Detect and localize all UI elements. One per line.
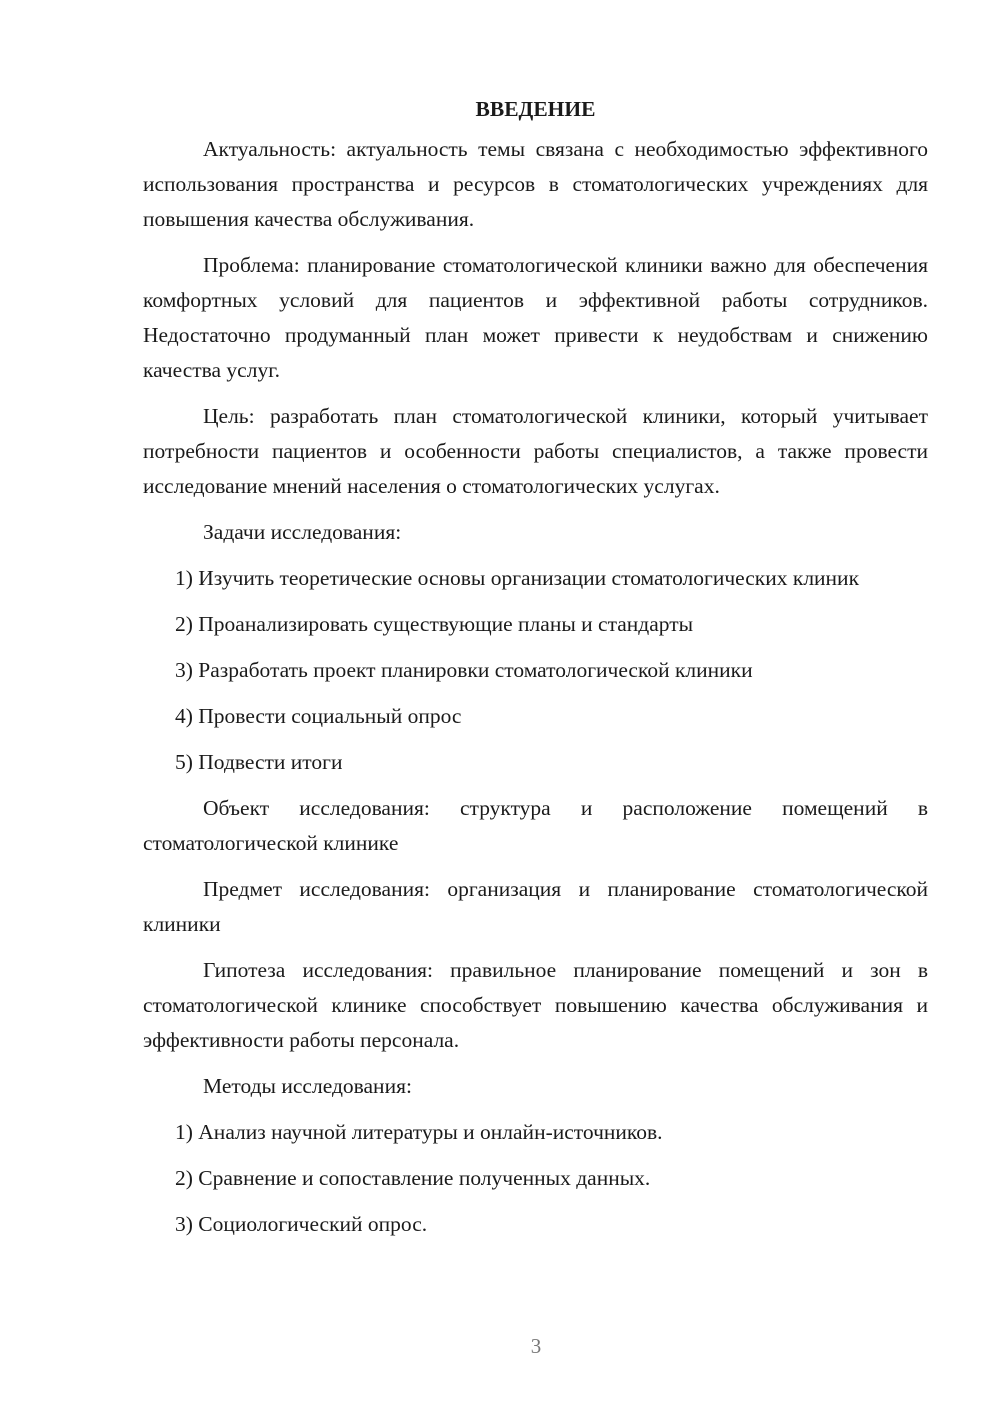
object-paragraph: Объект исследования: структура и расположение помещений в стоматологической клинике: [143, 796, 928, 855]
method-item-1: 1) Анализ научной литературы и онлайн-источников.: [175, 1120, 663, 1144]
task-item-4: 4) Провести социальный опрос: [175, 704, 462, 728]
document-page: [143, 92, 928, 1253]
relevance-paragraph: Актуальность: актуальность темы связана с необходимостью эффективного использования пространства и ресурсов в стоматологических учреждениях для повышения качества обслуживания.: [143, 137, 928, 231]
task-item-1: 1) Изучить теоретические основы организации стоматологических клиник: [175, 566, 860, 590]
task-item-2: 2) Проанализировать существующие планы и стандарты: [175, 612, 694, 636]
method-item-3: 3) Социологический опрос.: [175, 1212, 428, 1236]
problem-paragraph: Проблема: планирование стоматологической клиники важно для обеспечения комфортных условий для пациентов и эффективной работы сотрудников. Недостаточно продуманный план может привести к неудобствам и снижению качества услуг.: [143, 253, 928, 382]
goal-paragraph: Цель: разработать план стоматологической клиники, который учитывает потребности пациентов и особенности работы специалистов, а также провести исследование мнений населения о стоматологических услугах.: [143, 404, 928, 498]
document-title: ВВЕДЕНИЕ: [475, 97, 596, 121]
task-item-5: 5) Подвести итоги: [175, 750, 343, 774]
subject-paragraph: Предмет исследования: организация и планирование стоматологической клиники: [143, 877, 928, 936]
tasks-heading: Задачи исследования:: [203, 520, 402, 544]
hypothesis-paragraph: Гипотеза исследования: правильное планирование помещений и зон в стоматологической клинике способствует повышению качества обслуживания и эффективности работы персонала.: [143, 958, 928, 1052]
page-number: 3: [530, 1334, 542, 1358]
task-item-3: 3) Разработать проект планировки стоматологической клиники: [175, 658, 753, 682]
methods-heading: Методы исследования:: [203, 1074, 412, 1098]
method-item-2: 2) Сравнение и сопоставление полученных данных.: [175, 1166, 651, 1190]
